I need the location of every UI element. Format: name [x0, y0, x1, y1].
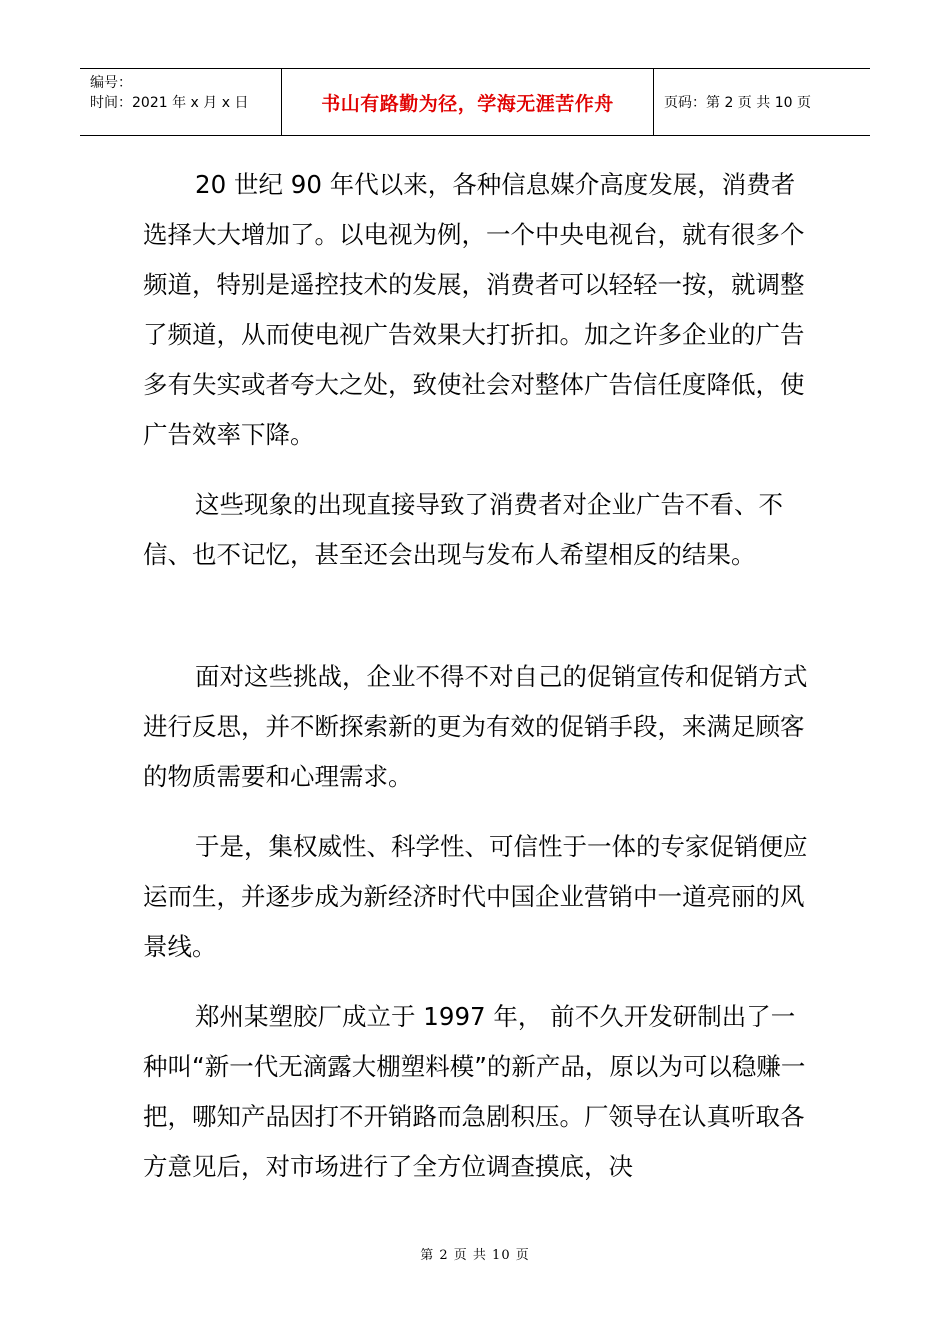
document-number-label: 编号： [90, 75, 132, 91]
page-footer: 第 2 页 共 10 页 [420, 1248, 530, 1263]
paragraph-2: 这些现象的出现直接导致了消费者对企业广告不看、不信、也不记忆，甚至还会出现与发布人希望相反的结果。 [143, 490, 783, 569]
header-meta-cell [80, 69, 282, 135]
paragraph-3: 面对这些挑战，企业不得不对自己的促销宣传和促销方式进行反思，并不断探索新的更为有效的促销手段，来满足顾客的物质需要和心理需求。 [143, 662, 808, 791]
document-body [143, 160, 813, 1192]
header-page-info: 页码：第 2 页 共 10 页 [664, 95, 811, 111]
header-motto: 书山有路勤为径，学海无涯苦作舟 [282, 69, 654, 135]
paragraph-4: 于是，集权威性、科学性、可信性于一体的专家促销便应运而生，并逐步成为新经济时代中国企业营销中一道亮丽的风景线。 [143, 832, 808, 961]
paragraph-5: 郑州某塑胶厂成立于 1997 年， 前不久开发研制出了一种叫“新一代无滴露大棚塑料模”的新产品，原以为可以稳赚一把，哪知产品因打不开销路而急剧积压。厂领导在认真听取各方意见后，对市场进行了全方位调查摸底，决 [143, 1002, 806, 1181]
paragraph-1: 20 世纪 90 年代以来，各种信息媒介高度发展，消费者选择大大增加了。以电视为例，一个中央电视台，就有很多个频道，特别是遥控技术的发展，消费者可以轻轻一按，就调整了频道，从而使电视广告效果大打折扣。加之许多企业的广告多有失实或者夸大之处，致使社会对整体广告信任度降低，使广告效率下降。 [143, 170, 805, 449]
document-date-label: 时间：2021 年 x 月 x 日 [90, 95, 249, 111]
page-header [80, 68, 870, 136]
